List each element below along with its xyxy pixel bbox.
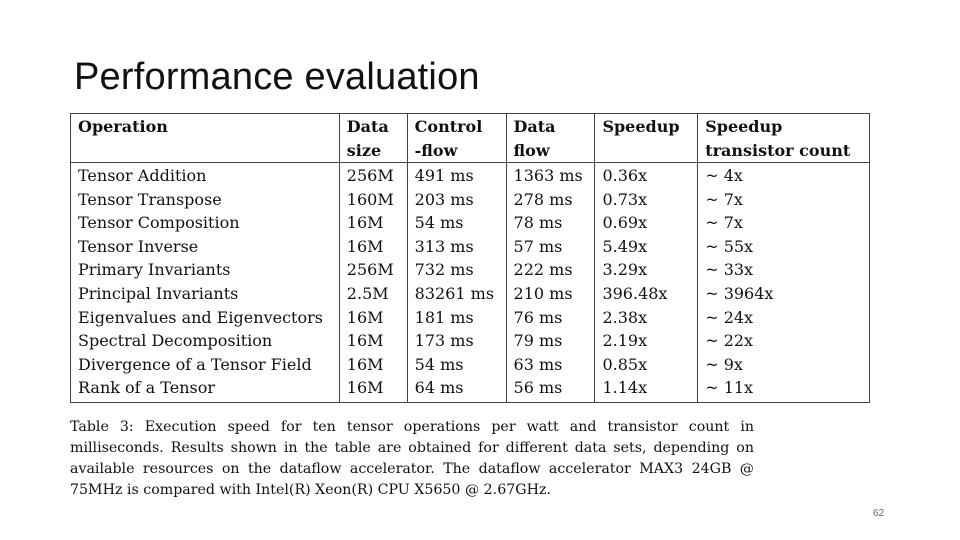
table-row <box>71 258 870 282</box>
cell-speedup: 1.14x <box>595 376 698 402</box>
cell-control-flow: 203 ms <box>407 188 506 212</box>
cell-data-size: 16M <box>339 329 407 353</box>
cell-operation: Primary Invariants <box>71 258 340 282</box>
cell-speedup-transistor: ~ 24x <box>698 306 870 330</box>
cell-data-flow: 278 ms <box>506 188 595 212</box>
header-data-flow: Data <box>506 114 595 139</box>
cell-data-flow: 210 ms <box>506 282 595 306</box>
cell-data-flow: 222 ms <box>506 258 595 282</box>
cell-control-flow: 181 ms <box>407 306 506 330</box>
cell-data-size: 16M <box>339 353 407 377</box>
cell-speedup-transistor: ~ 11x <box>698 376 870 402</box>
cell-data-size: 16M <box>339 306 407 330</box>
cell-speedup-transistor: ~ 22x <box>698 329 870 353</box>
cell-data-flow: 1363 ms <box>506 163 595 188</box>
cell-control-flow: 64 ms <box>407 376 506 402</box>
header-row-1 <box>71 114 870 139</box>
cell-operation: Tensor Transpose <box>71 188 340 212</box>
cell-speedup: 2.19x <box>595 329 698 353</box>
cell-data-size: 16M <box>339 235 407 259</box>
table-body <box>71 163 870 403</box>
cell-control-flow: 83261 ms <box>407 282 506 306</box>
header-control-flow: Control <box>407 114 506 139</box>
table-row <box>71 235 870 259</box>
cell-data-size: 256M <box>339 258 407 282</box>
header-operation-2 <box>71 138 340 163</box>
cell-speedup-transistor: ~ 3964x <box>698 282 870 306</box>
cell-speedup: 3.29x <box>595 258 698 282</box>
cell-operation: Eigenvalues and Eigenvectors <box>71 306 340 330</box>
cell-speedup-transistor: ~ 7x <box>698 211 870 235</box>
cell-data-size: 2.5M <box>339 282 407 306</box>
cell-speedup: 396.48x <box>595 282 698 306</box>
cell-data-size: 256M <box>339 163 407 188</box>
cell-control-flow: 54 ms <box>407 353 506 377</box>
header-speedup-2 <box>595 138 698 163</box>
cell-operation: Spectral Decomposition <box>71 329 340 353</box>
cell-data-flow: 57 ms <box>506 235 595 259</box>
cell-data-size: 16M <box>339 211 407 235</box>
cell-speedup: 0.85x <box>595 353 698 377</box>
header-data-flow-2: flow <box>506 138 595 163</box>
header-speedup-transistor: Speedup <box>698 114 870 139</box>
header-speedup: Speedup <box>595 114 698 139</box>
cell-speedup: 5.49x <box>595 235 698 259</box>
cell-speedup: 0.73x <box>595 188 698 212</box>
table-row <box>71 282 870 306</box>
cell-control-flow: 54 ms <box>407 211 506 235</box>
cell-control-flow: 173 ms <box>407 329 506 353</box>
cell-speedup: 0.69x <box>595 211 698 235</box>
cell-speedup-transistor: ~ 7x <box>698 188 870 212</box>
header-speedup-transistor-2: transistor count <box>698 138 870 163</box>
cell-speedup-transistor: ~ 9x <box>698 353 870 377</box>
header-operation: Operation <box>71 114 340 139</box>
header-data-size: Data <box>339 114 407 139</box>
table-row <box>71 188 870 212</box>
cell-data-flow: 78 ms <box>506 211 595 235</box>
slide-title: Performance evaluation <box>74 56 480 98</box>
performance-table <box>70 113 870 403</box>
header-row-2 <box>71 138 870 163</box>
table-row <box>71 353 870 377</box>
cell-operation: Tensor Inverse <box>71 235 340 259</box>
cell-speedup: 2.38x <box>595 306 698 330</box>
table-caption: Table 3: Execution speed for ten tensor operations per watt and transistor count in milliseconds. Results shown in the table are obtained for different data sets, depending on available resources on the dataflow accelerator. The dataflow accelerator MAX3 24GB @ 75MHz is compared with Intel(R) Xeon(R) CPU X5650 @ 2.67GHz. <box>70 419 754 498</box>
cell-data-flow: 79 ms <box>506 329 595 353</box>
cell-operation: Divergence of a Tensor Field <box>71 353 340 377</box>
cell-data-flow: 76 ms <box>506 306 595 330</box>
cell-data-flow: 56 ms <box>506 376 595 402</box>
page-number: 62 <box>873 508 885 519</box>
table-row <box>71 211 870 235</box>
cell-operation: Principal Invariants <box>71 282 340 306</box>
cell-speedup-transistor: ~ 55x <box>698 235 870 259</box>
performance-table-container <box>70 113 870 403</box>
cell-control-flow: 491 ms <box>407 163 506 188</box>
cell-operation: Rank of a Tensor <box>71 376 340 402</box>
table-row <box>71 306 870 330</box>
cell-control-flow: 732 ms <box>407 258 506 282</box>
table-row <box>71 329 870 353</box>
cell-operation: Tensor Composition <box>71 211 340 235</box>
table-row <box>71 163 870 188</box>
cell-operation: Tensor Addition <box>71 163 340 188</box>
table-header <box>71 114 870 163</box>
cell-data-flow: 63 ms <box>506 353 595 377</box>
cell-speedup-transistor: ~ 4x <box>698 163 870 188</box>
cell-control-flow: 313 ms <box>407 235 506 259</box>
cell-speedup-transistor: ~ 33x <box>698 258 870 282</box>
header-data-size-2: size <box>339 138 407 163</box>
table-row <box>71 376 870 402</box>
cell-data-size: 16M <box>339 376 407 402</box>
cell-data-size: 160M <box>339 188 407 212</box>
header-control-flow-2: -flow <box>407 138 506 163</box>
cell-speedup: 0.36x <box>595 163 698 188</box>
